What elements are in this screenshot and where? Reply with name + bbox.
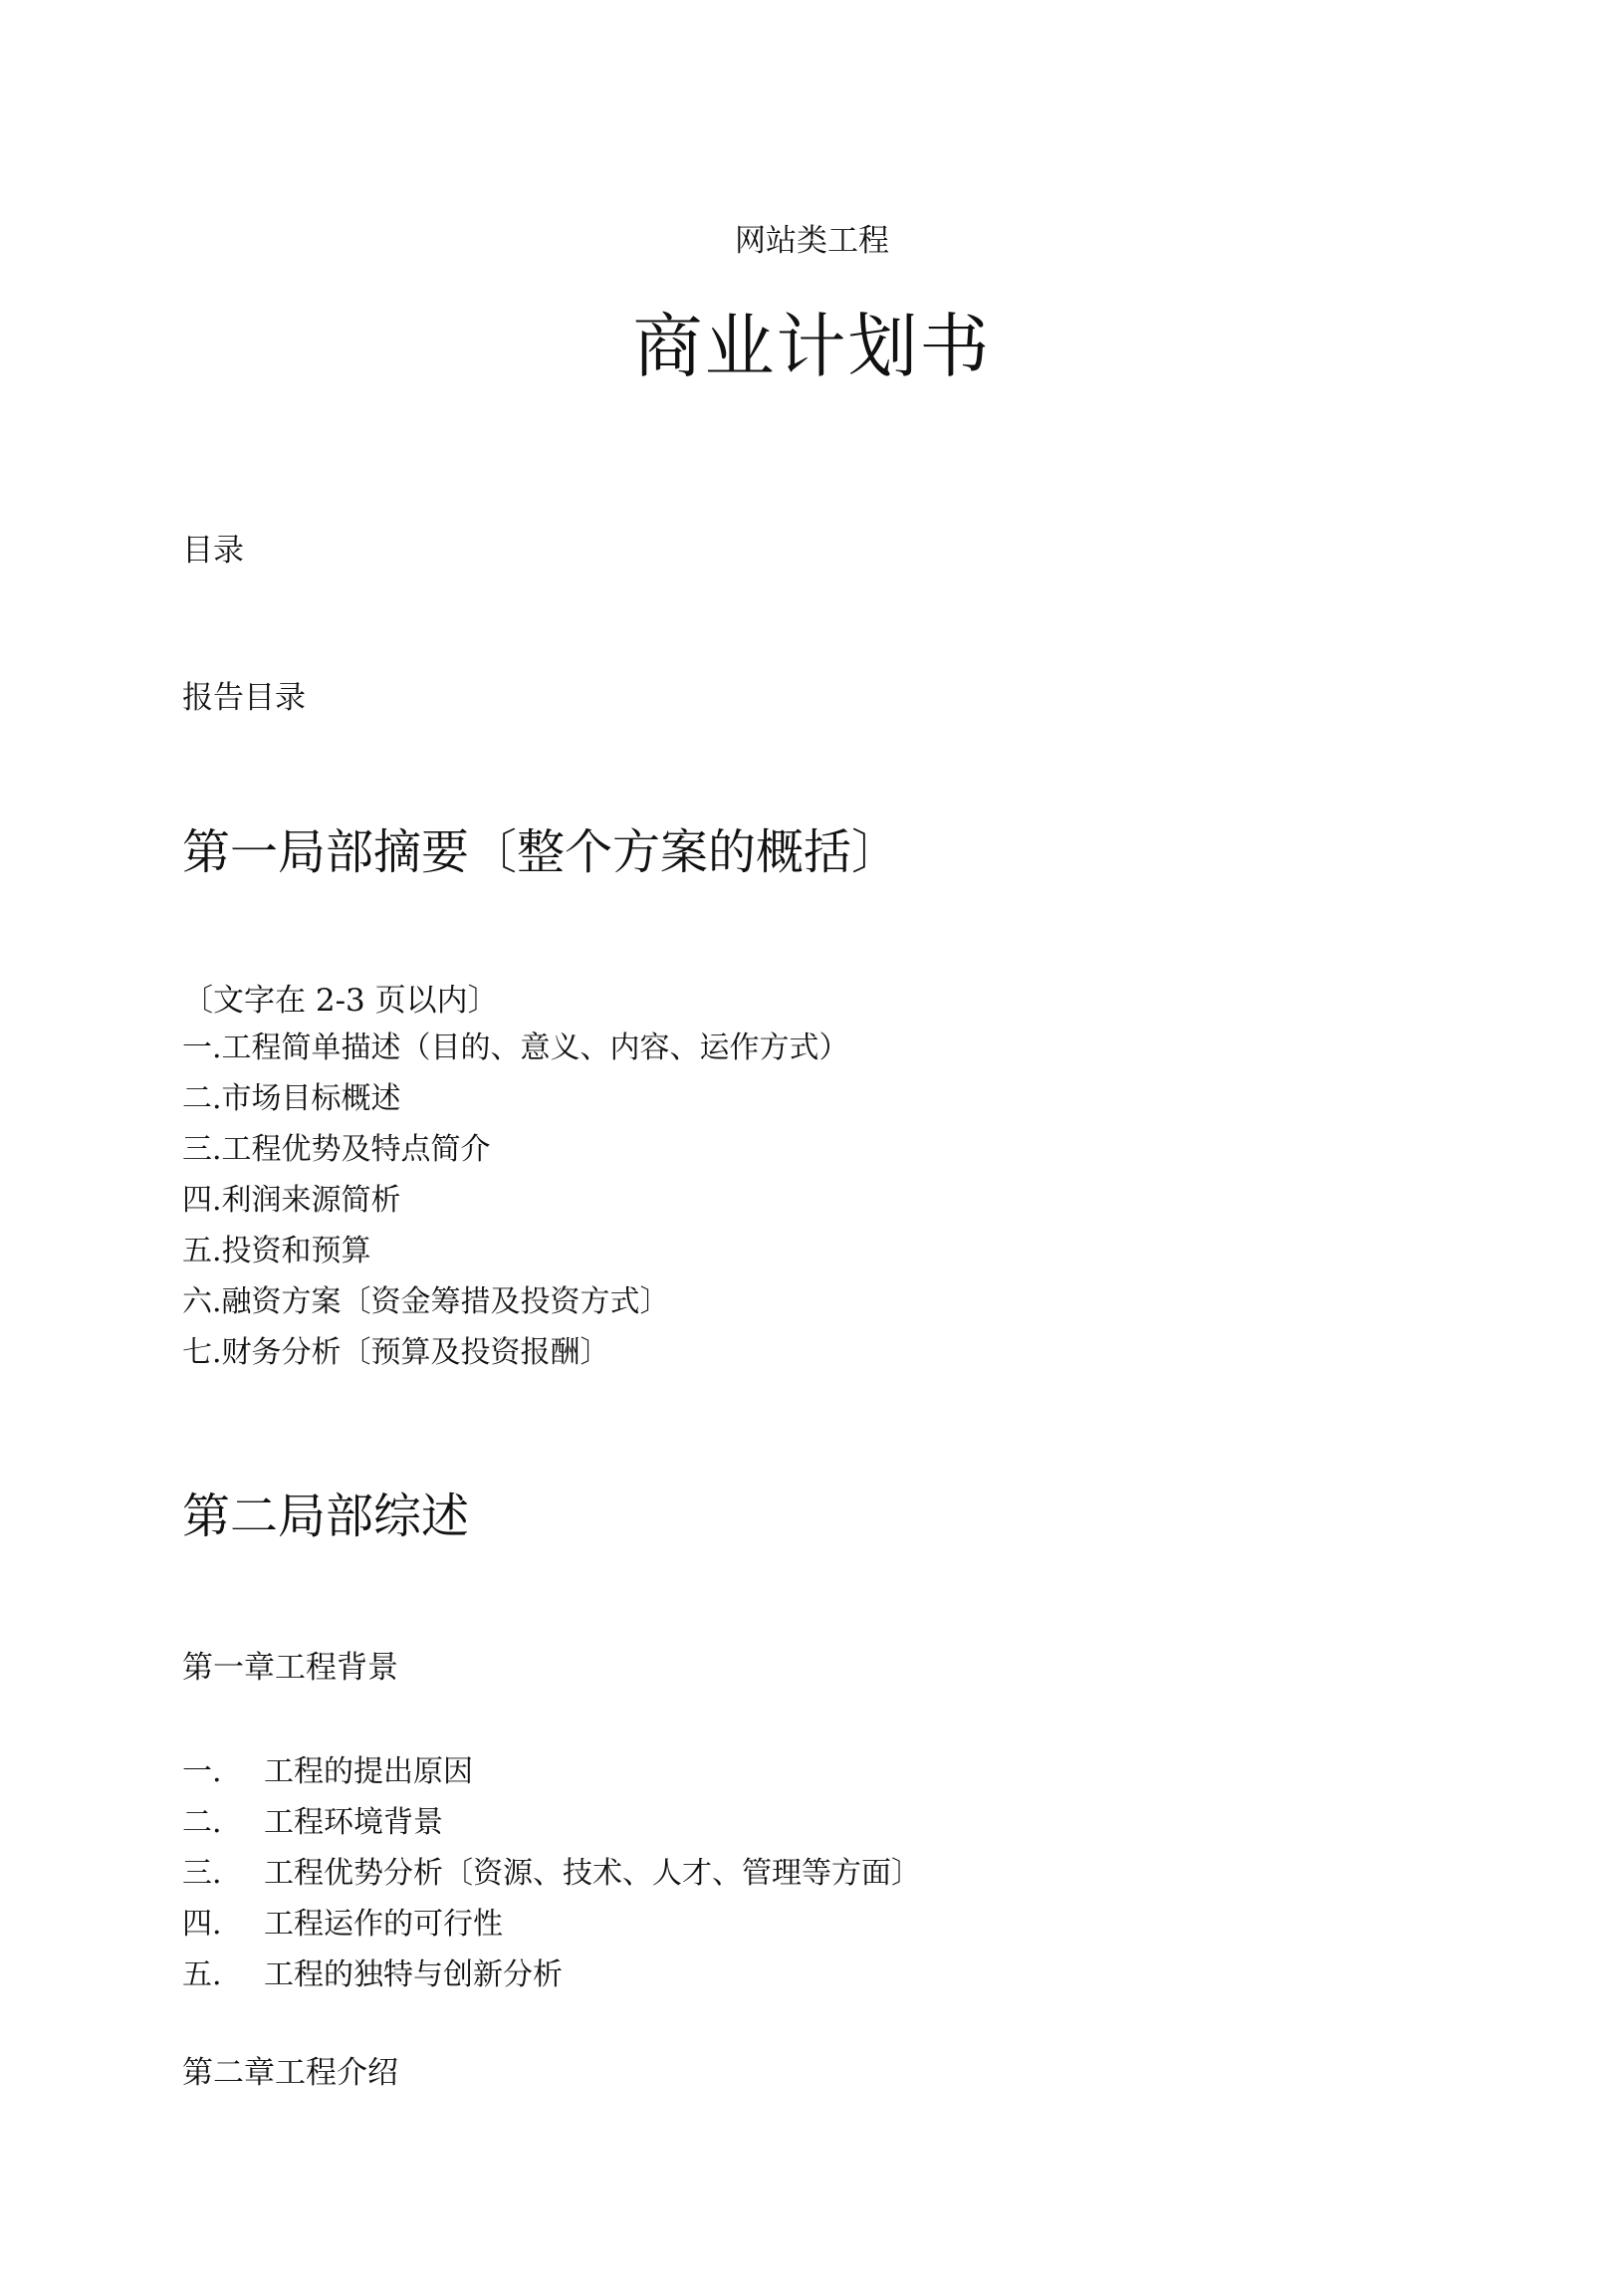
item-text: 工程环境背景 [264,1805,443,1840]
report-toc-heading: 报告目录 [182,680,306,716]
list-item [182,1848,1477,1899]
chapter1-item-list [182,1746,1477,2000]
list-item [182,1175,1477,1226]
toc-heading: 目录 [182,533,244,569]
list-item [182,1276,1477,1327]
list-item [182,1073,1477,1124]
part2-heading: 第二局部综述 [182,1489,470,1544]
item-number: 一. [182,1031,222,1065]
item-text: 工程运作的可行性 [264,1907,503,1942]
item-number: 六. [182,1284,222,1319]
document-title: 商业计划书 [632,306,992,387]
item-text: 投资和预算 [221,1234,371,1268]
list-item [182,1746,1477,1797]
item-number: 二. [182,1805,222,1840]
document-subtitle: 网站类工程 [735,223,889,259]
part1-item-list [182,1023,1477,1378]
item-text: 利润来源简析 [221,1183,401,1218]
item-number: 七. [182,1335,222,1370]
item-number: 四. [182,1183,222,1218]
item-number: 一. [182,1754,222,1789]
list-item [182,1899,1477,1950]
item-text: 融资方案〔资金筹措及投资方式〕 [221,1284,670,1319]
item-number: 三. [182,1856,222,1891]
item-number: 二. [182,1081,222,1116]
list-item [182,1226,1477,1276]
chapter1-heading: 第一章工程背景 [182,1650,398,1686]
item-number: 三. [182,1132,222,1167]
item-number: 四. [182,1907,222,1942]
item-text: 工程简单描述（目的、意义、内容、运作方式） [221,1031,849,1065]
list-item [182,1124,1477,1175]
item-text: 工程优势分析〔资源、技术、人才、管理等方面〕 [264,1856,921,1891]
item-number: 五. [182,1234,222,1268]
part1-note: 〔文字在 2-3 页以内〕 [182,983,499,1019]
item-number: 五. [182,1957,222,1992]
item-text: 工程的独特与创新分析 [264,1957,563,1992]
chapter2-heading: 第二章工程介绍 [182,2055,398,2091]
item-text: 市场目标概述 [221,1081,401,1116]
list-item [182,1023,1477,1073]
item-text: 财务分析〔预算及投资报酬〕 [221,1335,610,1370]
part1-heading: 第一局部摘要〔整个方案的概括〕 [182,824,900,880]
item-text: 工程优势及特点简介 [221,1132,491,1167]
list-item [182,1950,1477,2000]
item-text: 工程的提出原因 [264,1754,473,1789]
list-item [182,1327,1477,1378]
list-item [182,1797,1477,1848]
